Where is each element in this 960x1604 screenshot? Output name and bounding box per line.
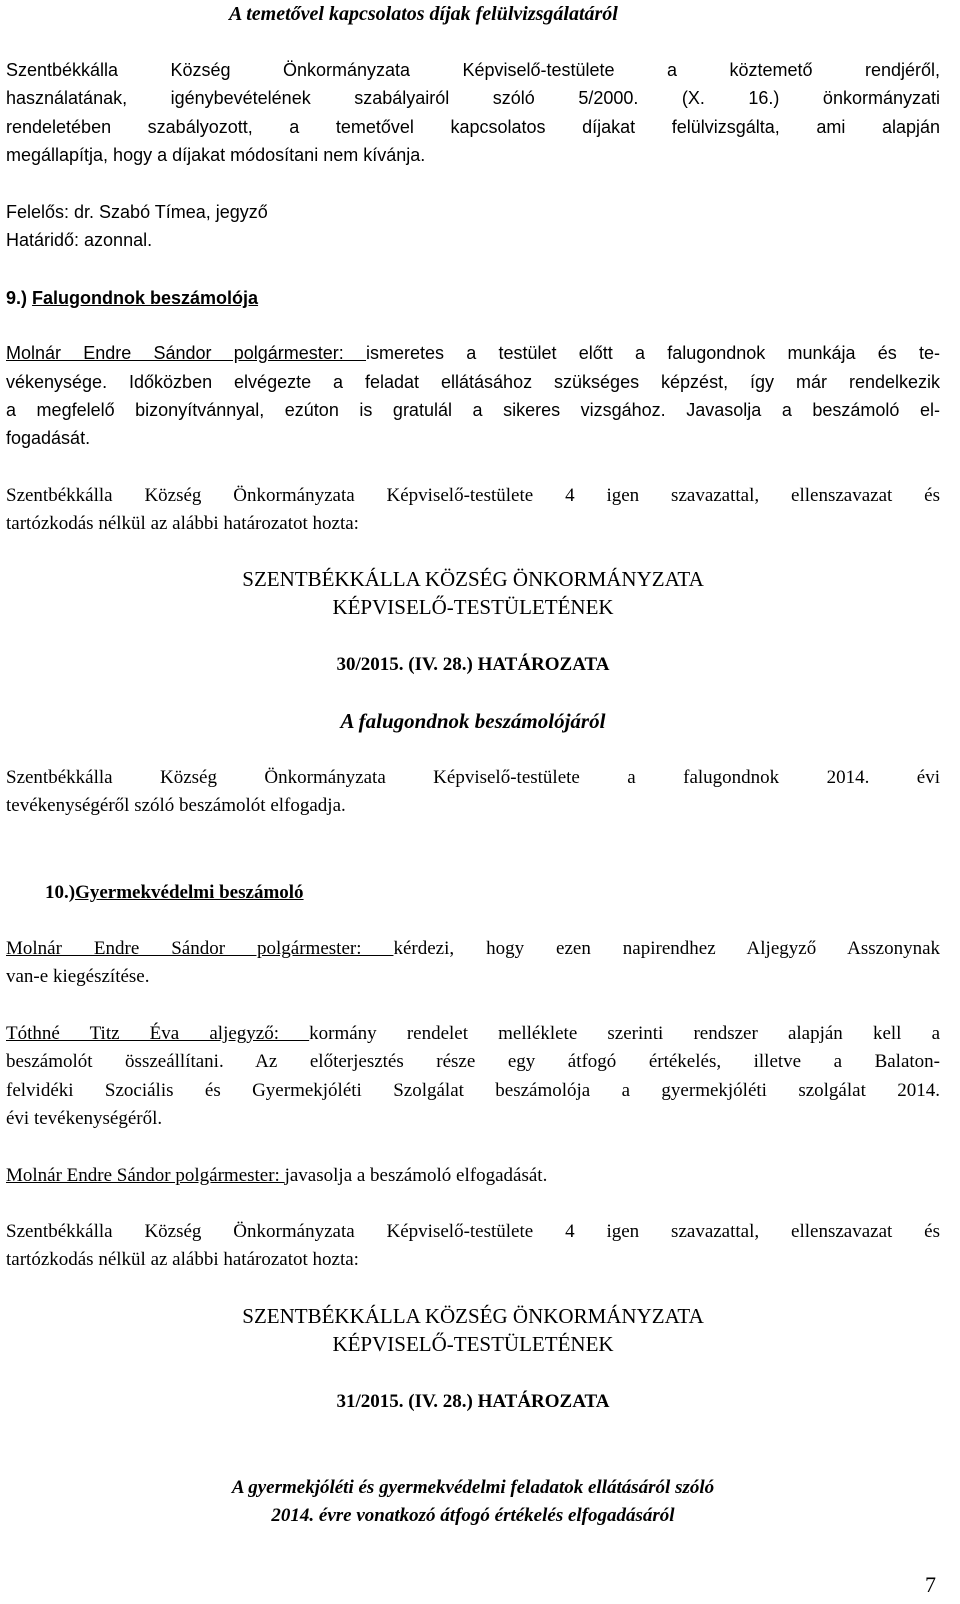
- resolution-title: A falugondnok beszámolójáról: [340, 709, 606, 733]
- deadline-line: Határidő: azonnal.: [6, 230, 153, 250]
- resolution-body-title: KÉPVISELŐ-TESTÜLETÉNEK: [332, 1332, 614, 1356]
- item9-title: Falugondnok beszámolója: [32, 288, 259, 308]
- item10-clerk-line: beszámolót összeállítani. Az előterjesztés része egy átfogó értékelés, illetve a Balaton-: [6, 1051, 940, 1072]
- item9-statement-line: fogadását.: [6, 428, 91, 448]
- fees-paragraph-line: Szentbékkálla Község Önkormányzata Képviselő-testülete a köztemető rendjéről,: [6, 60, 940, 80]
- item10-clerk-line: Tóthné Titz Éva aljegyző: kormány rendelet melléklete szerinti rendszer alapján kell a: [6, 1023, 941, 1044]
- fees-paragraph-line: rendeletében szabályozott, a temetővel kapcsolatos díjakat felülvizsgálta, ami alapján: [6, 117, 940, 137]
- item9-heading: [6, 286, 940, 311]
- item9-number: 9.): [6, 288, 28, 308]
- item9-statement-line: a megfelelő bizonyítvánnyal, ezúton is gratulál a sikeres vizsgához. Javasolja a beszámoló el-: [6, 400, 940, 420]
- fees-paragraph-line: használatának, igénybevételének szabályairól szóló 5/2000. (X. 16.) önkormányzati: [6, 88, 940, 108]
- vote-line: Szentbékkálla Község Önkormányzata Képviselő-testülete 4 igen szavazattal, ellenszavazat és: [6, 1221, 940, 1242]
- resolution-body-title: SZENTBÉKKÁLLA KÖZSÉG ÖNKORMÁNYZATA: [242, 567, 704, 591]
- vote-line: Szentbékkálla Község Önkormányzata Képviselő-testülete 4 igen szavazattal, ellenszavazat és: [6, 485, 940, 506]
- vote-line: tartózkodás nélkül az alábbi határozatot hozta:: [6, 513, 359, 534]
- resolution-number: 31/2015. (IV. 28.) HATÁROZATA: [336, 1391, 610, 1412]
- resolution-text-line: tevékenységéről szóló beszámolót elfogadja.: [6, 795, 346, 816]
- resolution-body-title: SZENTBÉKKÁLLA KÖZSÉG ÖNKORMÁNYZATA: [242, 1304, 704, 1328]
- speaker-mayor: Molnár Endre Sándor polgármester:: [6, 938, 394, 959]
- resolution-title: 2014. évre vonatkozó átfogó értékelés elfogadásáról: [271, 1505, 675, 1526]
- item10-title: Gyermekvédelmi beszámoló: [75, 882, 304, 903]
- item9-statement-line: vékenysége. Időközben elvégezte a feladat ellátásához szükséges képzést, így már rendelkezik: [6, 372, 940, 392]
- item10-number: 10.): [45, 882, 76, 903]
- item10-mayor-question-line: van-e kiegészítése.: [6, 966, 150, 987]
- resolution-text-line: Szentbékkálla Község Önkormányzata Képviselő-testülete a falugondnok 2014. évi: [6, 767, 940, 788]
- fees-paragraph-line: megállapítja, hogy a díjakat módosítani nem kívánja.: [6, 145, 426, 165]
- resolution-body-title: KÉPVISELŐ-TESTÜLETÉNEK: [332, 595, 614, 619]
- vote-line: tartózkodás nélkül az alábbi határozatot hozta:: [6, 1249, 359, 1270]
- speaker-mayor: Molnár Endre Sándor polgármester:: [6, 343, 367, 363]
- item10-clerk-line: felvidéki Szociális és Gyermekjóléti Szolgálat beszámolója a gyermekjóléti szolgálat 2014.: [6, 1080, 940, 1101]
- responsible-line: Felelős: dr. Szabó Tímea, jegyző: [6, 202, 268, 222]
- item10-heading: [45, 880, 304, 905]
- item10-mayor-question-line: Molnár Endre Sándor polgármester: kérdezi, hogy ezen napirendhez Aljegyző Asszonynak: [6, 938, 940, 959]
- item10-clerk-line: évi tevékenységéről.: [6, 1108, 163, 1129]
- item9-statement-line: Molnár Endre Sándor polgármester: ismeretes a testület előtt a falugondnok munkája és te-: [6, 343, 940, 363]
- speaker-mayor: Molnár Endre Sándor polgármester:: [6, 1165, 285, 1186]
- resolution-number: 30/2015. (IV. 28.) HATÁROZATA: [336, 654, 610, 675]
- resolution-title: A gyermekjóléti és gyermekvédelmi feladatok ellátásáról szóló: [231, 1477, 715, 1498]
- page-number: 7: [925, 1572, 936, 1597]
- item10-mayor-proposal-line: Molnár Endre Sándor polgármester: javasolja a beszámoló elfogadását.: [6, 1165, 548, 1186]
- speaker-clerk: Tóthné Titz Éva aljegyző:: [6, 1023, 310, 1044]
- section-heading: A temetővel kapcsolatos díjak felülvizsgálatáról: [229, 3, 618, 25]
